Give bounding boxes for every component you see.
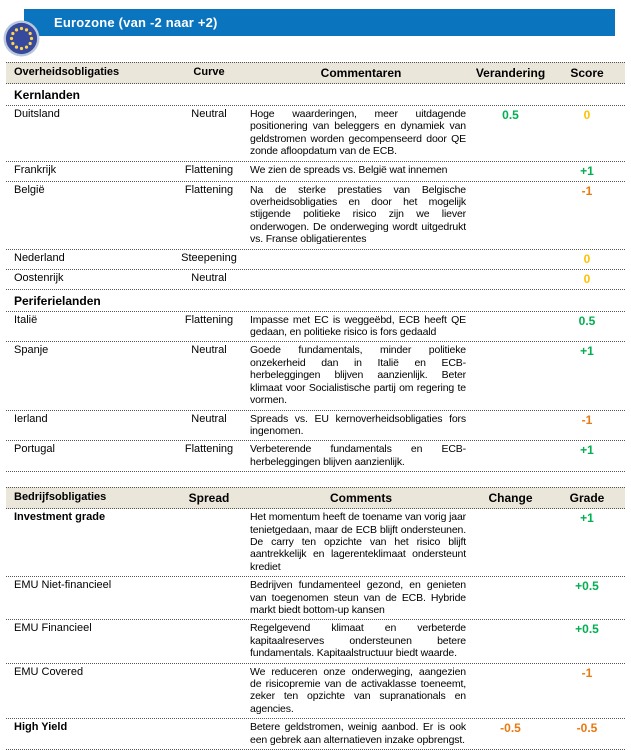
score-value: -1 <box>581 412 593 427</box>
change-value <box>472 620 549 662</box>
curve-value: Flattening <box>184 313 234 326</box>
change-value <box>472 162 549 181</box>
row-label: Italië <box>14 313 38 326</box>
comment-text: Hoge waarderingen, meer uitdagende positionering van beleggers en dynamiek van geldstromen worden gecompenseerd door QE zonde afloopdatum van de ECB. <box>250 108 466 158</box>
comment-text: Verbeterende fundamentals en ECB-herbeleggingen blijven aanzienlijk. <box>250 443 466 468</box>
section-periferielanden <box>6 290 625 312</box>
change-value <box>472 250 549 269</box>
curve-value: Flattening <box>184 183 234 196</box>
table-row-emu-niet-financieel <box>6 577 625 620</box>
change-value <box>472 441 549 471</box>
gov-table-header <box>6 62 625 84</box>
curve-value: Flattening <box>184 163 234 176</box>
score-value: 0 <box>583 271 591 286</box>
spread-value <box>168 509 250 576</box>
table-row-emu-covered <box>6 664 625 720</box>
change-value <box>472 577 549 619</box>
change-value <box>472 182 549 249</box>
row-label: High Yield <box>14 721 68 734</box>
grade-value: +1 <box>580 511 594 526</box>
row-label: Ierland <box>14 412 48 425</box>
comment-text <box>250 250 472 269</box>
change-value: -0.5 <box>500 721 521 736</box>
curve-value: Neutral <box>191 108 227 120</box>
row-label: Frankrijk <box>14 163 57 176</box>
comment-text: Spreads vs. EU kernoverheidsobligaties fors ingenomen. <box>250 412 466 437</box>
row-label: EMU Financieel <box>14 622 92 635</box>
comment-text: Het momentum heeft de toename van vorig jaar tenietgedaan, maar de ECB blijft ondersteunen. De carry ten opzichte van het risico blijft aantrekkelijk en lagerenteklimaat ondersteunt krediet <box>250 511 466 573</box>
title-banner <box>24 9 615 36</box>
spread-value <box>168 664 250 719</box>
col-header-bedrijfsobligaties: Bedrijfsobligaties <box>14 491 107 504</box>
section-label: Kernlanden <box>14 88 81 102</box>
curve-value: Neutral <box>191 271 227 284</box>
col-header-curve: Curve <box>193 66 225 78</box>
grade-value: -0.5 <box>576 721 598 736</box>
row-label: Oostenrijk <box>14 271 64 284</box>
table-row-italie <box>6 312 625 343</box>
curve-value: Neutral <box>191 412 227 425</box>
score-value: -1 <box>581 183 593 198</box>
comment-text: Regelgevend klimaat en verbeterde kapitaalreserves ondersteunen betere fundamentals. Kapitaalstructuur biedt waarde. <box>250 622 466 660</box>
score-value: 0.5 <box>578 313 596 328</box>
table-row-high-yield <box>6 719 625 750</box>
section-kernlanden <box>6 84 625 106</box>
table-row-spanje <box>6 342 625 410</box>
table-row-belgie <box>6 182 625 250</box>
row-label: België <box>14 183 45 196</box>
table-row-nederland <box>6 250 625 270</box>
table-row-investment-grade <box>6 509 625 577</box>
change-value <box>472 509 549 576</box>
comment-text: Na de sterke prestaties van Belgische overheidsobligaties en door het mogelijk stijgende politieke risico zijn we liever onderwogen. De onderweging wordt uitgedrukt vs. Franse obligatierentes <box>250 183 466 246</box>
comment-text: We zien de spreads vs. België wat innemen <box>250 163 448 176</box>
table-row-oostenrijk <box>6 270 625 290</box>
change-value <box>472 312 549 342</box>
col-header-overheidsobligaties: Overheidsobligaties <box>14 66 120 78</box>
score-value: 0 <box>583 108 591 122</box>
change-value <box>472 411 549 441</box>
table-row-ierland <box>6 411 625 442</box>
row-label: Portugal <box>14 443 55 456</box>
col-header-score: Score <box>570 66 604 80</box>
page-title: Eurozone (van -2 naar +2) <box>54 15 218 30</box>
col-header-spread: Spread <box>188 491 230 506</box>
row-label: Investment grade <box>14 511 106 524</box>
comment-text: Goede fundamentals, minder politieke onzekerheid dan in Italië en ECB-herbeleggingen blijven aanzienlijk. Beter klimaat voor Socialistische partij om regering te vormen. <box>250 344 466 407</box>
table-row-duitsland <box>6 106 625 162</box>
row-label: EMU Covered <box>14 665 84 678</box>
corp-table-header <box>6 487 625 509</box>
row-label: Nederland <box>14 251 65 264</box>
comment-text <box>250 270 472 289</box>
grade-value: -1 <box>581 665 593 680</box>
spread-value <box>168 719 250 749</box>
row-label: Spanje <box>14 344 49 357</box>
spread-value <box>168 620 250 662</box>
table-spacer <box>6 472 625 487</box>
score-value: +1 <box>580 344 594 359</box>
comment-text: Bedrijven fundamenteel gezond, en genieten van toegenomen steun van de ECB. Hybride markt biedt bottom-up kansen <box>250 579 466 616</box>
change-value <box>472 270 549 289</box>
comment-text: We reduceren onze onderweging, aangezien de risicopremie van de activaklasse toeneemt, zeker ten opzichte van supranationals en agencies. <box>250 665 466 715</box>
report-body <box>6 62 625 750</box>
section-label: Periferielanden <box>14 293 101 308</box>
score-value: +1 <box>580 163 594 178</box>
score-value: 0 <box>583 251 591 266</box>
eu-flag-icon <box>3 20 40 57</box>
grade-value: +0.5 <box>575 622 599 637</box>
col-header-grade: Grade <box>569 491 605 506</box>
table-row-emu-financieel <box>6 620 625 663</box>
score-value: +1 <box>580 443 594 458</box>
col-header-comments: Comments <box>329 491 392 506</box>
col-header-commentaren: Commentaren <box>320 66 402 80</box>
spread-value <box>168 577 250 619</box>
corp-bonds-table <box>6 487 625 750</box>
row-label: EMU Niet-financieel <box>14 579 112 592</box>
table-row-portugal <box>6 441 625 472</box>
table-row-frankrijk <box>6 162 625 182</box>
row-label: Duitsland <box>14 108 60 120</box>
change-value <box>472 342 549 409</box>
curve-value: Neutral <box>191 344 227 357</box>
col-header-verandering: Verandering <box>475 66 546 80</box>
curve-value: Flattening <box>184 443 234 456</box>
comment-text: Impasse met EC is weggeëbd, ECB heeft QE gedaan, en politieke risico is fors gedaald <box>250 313 466 339</box>
col-header-change: Change <box>488 491 533 506</box>
change-value: 0.5 <box>502 108 519 122</box>
gov-bonds-table <box>6 62 625 472</box>
change-value <box>472 664 549 719</box>
grade-value: +0.5 <box>575 579 599 594</box>
comment-text: Betere geldstromen, weinig aanbod. Er is ook een gebrek aan alternatieven inzake opbrengst. <box>250 721 466 746</box>
curve-value: Steepening <box>181 251 237 264</box>
